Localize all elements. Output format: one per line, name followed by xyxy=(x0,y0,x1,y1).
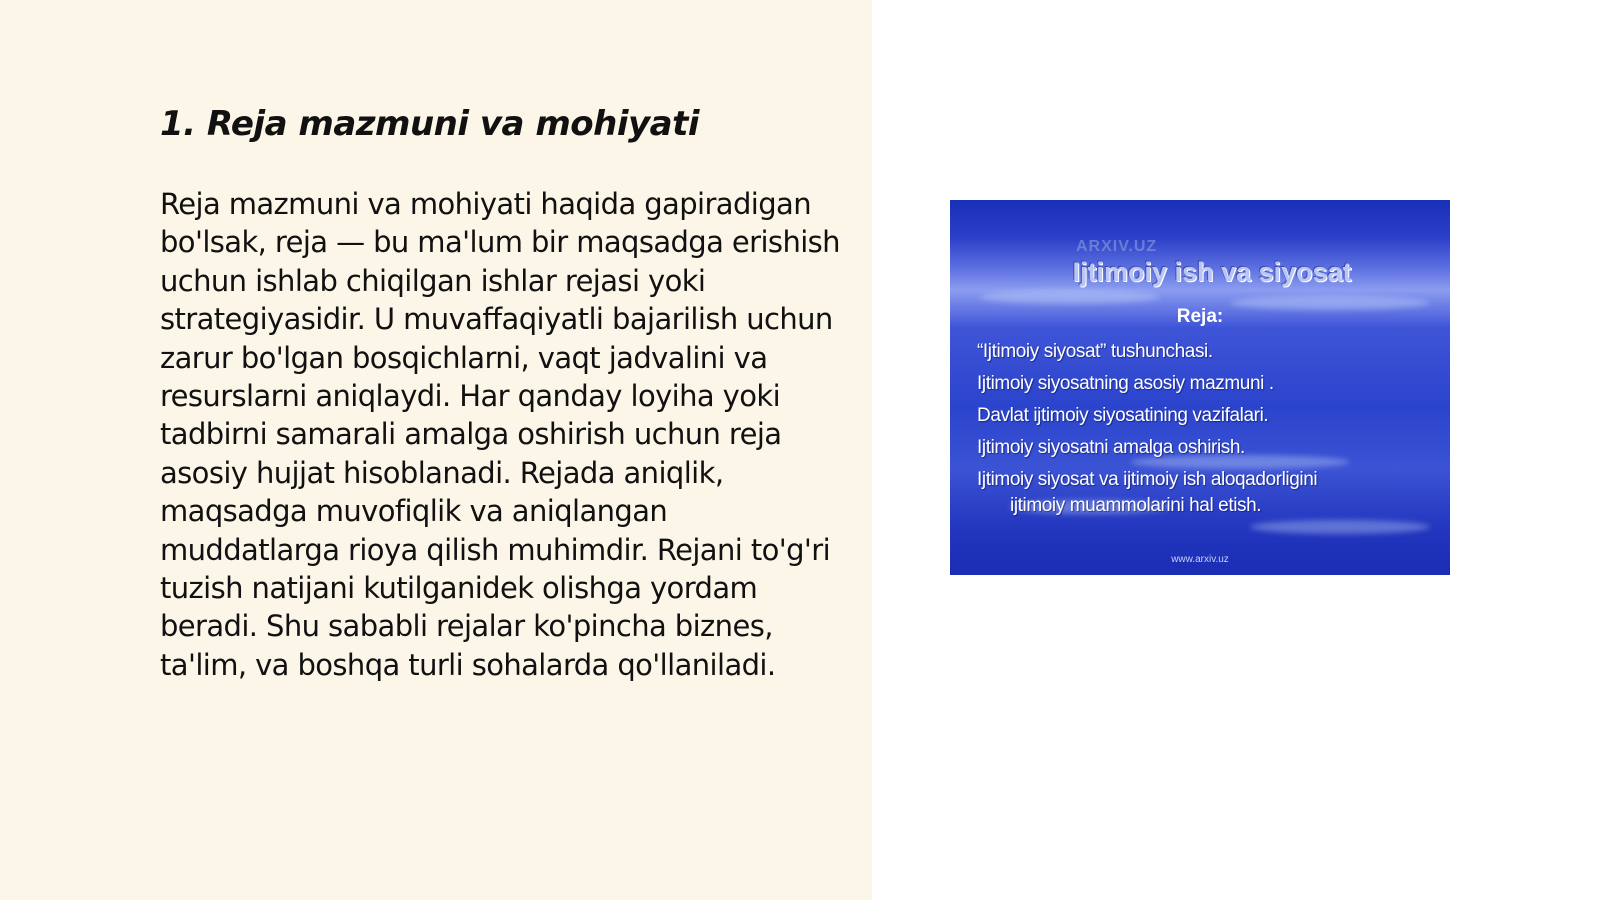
picture-title: Ijtimoiy ish va siyosat xyxy=(1072,257,1352,287)
cloud-streak xyxy=(980,290,1160,304)
picture-watermark: ARXIV.UZ xyxy=(1076,238,1158,255)
plan-item xyxy=(977,467,1437,519)
picture-subtitle: Reja: xyxy=(1176,306,1224,327)
plan-item: “Ijtimoiy siyosat” tushunchasi. xyxy=(977,341,1213,362)
slide-body-text: Reja mazmuni va mohiyati haqida gapiradigan bo'lsak, reja — bu ma'lum bir maqsadga erishish uchun ishlab chiqilgan ishlar rejasi yoki strategiyasidir. U muvaffaqiyatli bajarilish uchun zarur bo'lgan bosqichlarni, vaqt jadvalini va resurslarni aniqlaydi. Har qanday loyiha yoki tadbirni samarali amalga oshirish uchun reja asosiy hujjat hisoblanadi. Rejada aniqlik, maqsadga muvofiqlik va aniqlangan muddatlarga rioya qilish muhimdir. Rejani to'g'ri tuzish natijani kutilganidek olishga yordam beradi. Shu sababli rejalar ko'pincha biznes, ta'lim, va boshqa turli sohalarda qo'llaniladi. xyxy=(160,187,840,682)
plan-item: Ijtimoiy siyosatning asosiy mazmuni . xyxy=(977,373,1274,394)
picture-plan-list xyxy=(977,339,1437,525)
plan-item: Ijtimoiy siyosatni amalga oshirish. xyxy=(977,437,1245,458)
plan-item: Davlat ijtimoiy siyosatining vazifalari. xyxy=(977,405,1269,426)
plan-item-line: ijtimoiy muammolarini hal etish. xyxy=(1010,495,1262,516)
slide-heading: 1. Reja mazmuni va mohiyati xyxy=(160,104,699,144)
plan-item-line: Ijtimoiy siyosat va ijtimoiy ish aloqadorligini xyxy=(977,469,1318,490)
picture-footer-url: www.arxiv.uz xyxy=(1171,554,1229,565)
slide-picture xyxy=(950,200,1450,575)
